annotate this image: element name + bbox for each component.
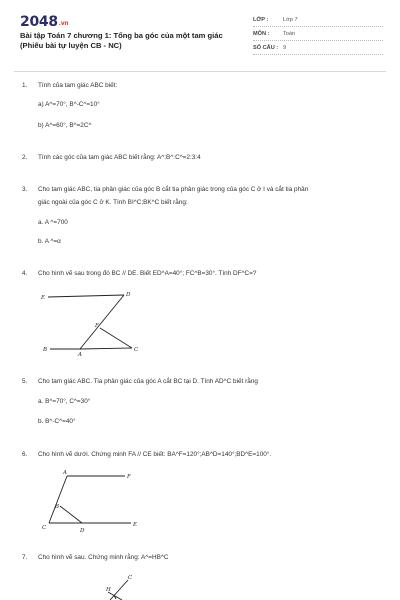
- document-title: [20, 31, 235, 51]
- site-logo[interactable]: [20, 14, 68, 30]
- fig6-label-c: C: [42, 525, 47, 531]
- question-6-figure: [38, 466, 148, 536]
- fig6-segment-bd: [60, 506, 82, 523]
- fig4-label-b: B: [43, 347, 48, 353]
- question-5-number: 5.: [22, 378, 28, 385]
- document-header: [0, 0, 400, 70]
- fig7-label-h: H: [106, 587, 111, 593]
- fig6-label-b: B: [55, 504, 60, 510]
- question-3-item-b: b. A ^=α: [38, 238, 61, 245]
- question-1-item-a: a) A^=70°, B^-C^=10°: [38, 101, 100, 108]
- fig6-label-a: A: [63, 470, 67, 476]
- fig6-segment-ac: [49, 476, 67, 523]
- fig4-label-d: D: [126, 292, 131, 298]
- fig4-segment-fc: [100, 328, 132, 348]
- fig6-label-d: D: [80, 528, 85, 534]
- logo-domain: .vn: [58, 20, 69, 27]
- question-7-figure: [100, 570, 140, 600]
- question-3-item-a: a. A ^=700: [38, 219, 68, 226]
- meta-class: [253, 15, 383, 27]
- fig4-segment-ac: [80, 348, 132, 349]
- meta-count-label: SỐ CÂU :: [253, 45, 279, 51]
- meta-subject-label: MÔN :: [253, 31, 270, 37]
- meta-subject-value: Toán: [283, 31, 296, 37]
- meta-class-label: LỚP :: [253, 17, 269, 23]
- fig6-label-f: F: [127, 474, 131, 480]
- fig4-segment-ad: [80, 295, 124, 349]
- question-3-text: Cho tam giác ABC, tia phân giác của góc B cắt tia phân giác trong của góc C ở I và cắt tia phân: [38, 186, 309, 193]
- fig6-label-e: E: [133, 522, 138, 528]
- question-4-number: 4.: [22, 270, 28, 277]
- question-2-text: Tính các góc của tam giác ABC biết rằng: A^:B^:C^=2:3:4: [38, 154, 201, 161]
- question-1-text: Tính của tam giác ABC biết:: [38, 82, 118, 89]
- question-5-item-b: b. B^-C^=40°: [38, 418, 76, 425]
- question-5-text: Cho tam giác ABC. Tia phân giác của góc A cắt BC tại D. Tính AD^C biết rằng: [38, 378, 258, 385]
- question-4-text: Cho hình vẽ sau trong đó BC // DE. Biết ED^A=40°; FC^B=30°. Tính DF^C=?: [38, 270, 257, 277]
- question-1-item-b: b) A^=60°, B^=2C^: [38, 122, 92, 129]
- question-3-text-cont: giác ngoài của góc C ở K. Tính BI^C;BK^C biết rằng:: [38, 199, 188, 206]
- fig4-label-c: C: [134, 347, 139, 353]
- question-5-item-a: a. B^=70°, C^=30°: [38, 398, 91, 405]
- question-3-number: 3.: [22, 186, 28, 193]
- meta-subject: [253, 29, 383, 41]
- fig7-segment-c: [110, 580, 128, 600]
- meta-question-count: [253, 43, 383, 55]
- question-6-text: Cho hình vẽ dưới. Chứng minh FA // CE biết: BA^F=120°;AB^D=140°;BD^E=100°.: [38, 451, 272, 458]
- title-line-2: (Phiếu bài tự luyện CB - NC): [20, 41, 122, 50]
- fig7-label-c: C: [128, 575, 133, 581]
- question-6-number: 6.: [22, 451, 28, 458]
- fig4-label-e: E: [41, 295, 46, 301]
- question-7-text: Cho hình vẽ sau. Chứng minh rằng: A^=HB^C: [38, 554, 169, 561]
- meta-count-value: 9: [283, 45, 287, 51]
- question-4-figure: [38, 288, 148, 358]
- title-line-1: Bài tập Toán 7 chương 1: Tổng ba góc của một tam giác: [20, 31, 223, 40]
- question-1-number: 1.: [22, 82, 28, 89]
- meta-class-value: Lớp 7: [283, 17, 298, 23]
- question-2-number: 2.: [22, 154, 28, 161]
- logo-main: 2048: [20, 14, 58, 30]
- fig4-segment-ed: [48, 295, 124, 297]
- fig4-label-f: F: [95, 323, 99, 329]
- header-divider: [14, 71, 386, 72]
- fig4-label-a: A: [78, 352, 82, 358]
- question-7-number: 7.: [22, 554, 28, 561]
